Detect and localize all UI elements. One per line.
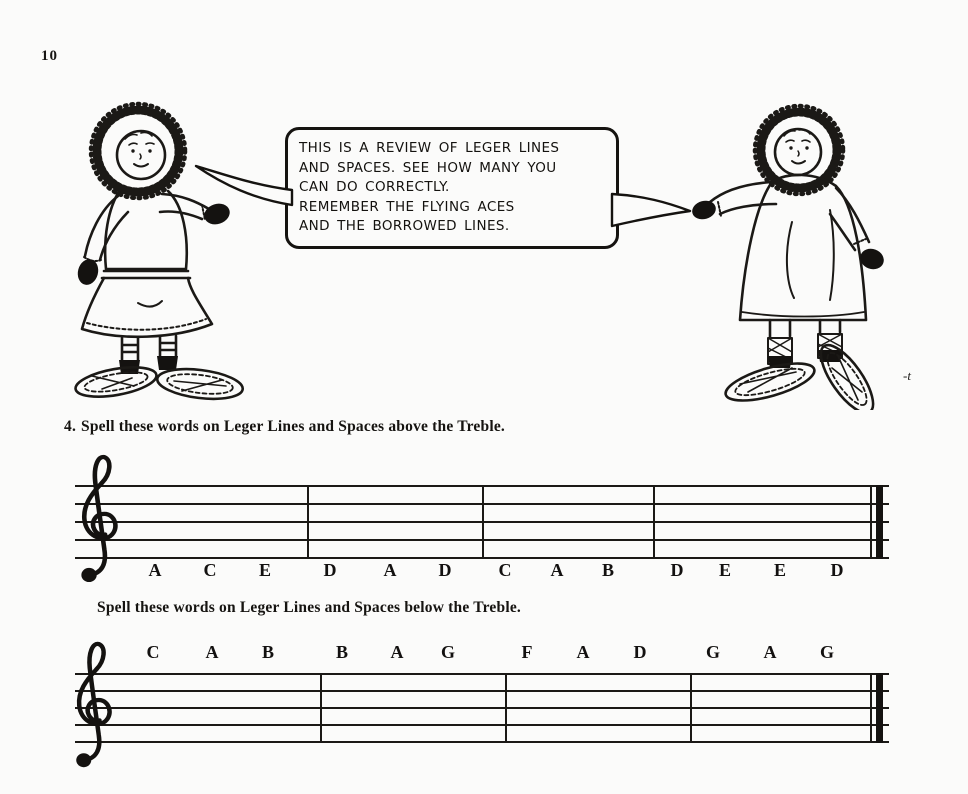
exercise-number: 4. [64,418,77,435]
note-letter: B [335,642,349,662]
letter-row-above [75,560,889,582]
face-icon [784,130,810,164]
face-icon [125,132,154,166]
exercise-instruction-below: Spell these words on Leger Lines and Spaces below the Treble. [97,599,521,616]
page-number: 10 [41,48,58,64]
note-letter: A [763,642,777,662]
exercise-instruction-above: Spell these words on Leger Lines and Spaces above the Treble. [81,418,505,435]
note-letter: E [773,560,787,580]
eskimo-child-left-illustration [62,98,302,408]
boot-icon [768,320,792,368]
staff-above-treble [75,485,889,559]
speech-bubble-line: CAN DO CORRECTLY. [299,179,450,196]
barline [690,673,692,743]
note-letter: G [819,642,835,662]
letter-row-below [75,642,889,664]
speech-bubble-tails [180,150,720,240]
note-letter: F [521,642,533,662]
note-letter: D [670,560,684,580]
barline [505,673,507,743]
speech-bubble-line: AND SPACES. SEE HOW MANY YOU [299,159,557,176]
note-letter: E [718,560,732,580]
speech-bubble-line: THIS IS A REVIEW OF LEGER LINES [299,140,560,156]
note-letter: D [633,642,647,662]
note-letter: A [148,560,162,580]
note-letter: C [146,642,160,662]
staff-line [75,741,889,743]
barline [320,673,322,743]
note-letter: D [830,560,844,580]
note-letter: D [438,560,452,580]
staff-below-treble [75,673,889,743]
note-letter: D [323,560,337,580]
snowshoe-icon [156,365,245,403]
snowshoe-icon [812,338,882,410]
final-barline-thick [876,485,883,559]
snowshoe-icon [73,362,158,402]
final-barline-thin [870,485,872,559]
final-barline-thick [876,673,883,743]
final-barline-thin [870,673,872,743]
speech-bubble-tail-right [612,194,690,226]
barline [307,485,309,559]
speech-bubble-line: AND THE BORROWED LINES. [299,218,510,235]
staff-line [75,724,889,726]
note-letter: A [550,560,564,580]
barline [482,485,484,559]
fur-hood-icon [761,112,837,188]
eskimo-child-right-illustration [680,92,955,410]
note-letter: A [390,642,404,662]
boot-icon [157,356,178,370]
barline [653,485,655,559]
staff-line [75,690,889,692]
staff-line [75,673,889,675]
note-letter: G [440,642,456,662]
note-letter: E [258,560,272,580]
treble-clef-icon [71,637,116,777]
note-letter: C [498,560,512,580]
staff-line [75,707,889,709]
note-letter: A [576,642,590,662]
note-letter: A [205,642,219,662]
speech-bubble-line: REMEMBER THE FLYING ACES [299,198,515,215]
artist-signature: -t [903,368,911,383]
note-letter: A [383,560,397,580]
exercise-heading-below [97,599,521,617]
speech-bubble-tail-left [196,166,292,205]
note-letter: C [203,560,217,580]
exercise-heading-above [64,418,505,436]
note-letter: G [705,642,721,662]
note-letter: B [601,560,615,580]
note-letter: B [261,642,275,662]
